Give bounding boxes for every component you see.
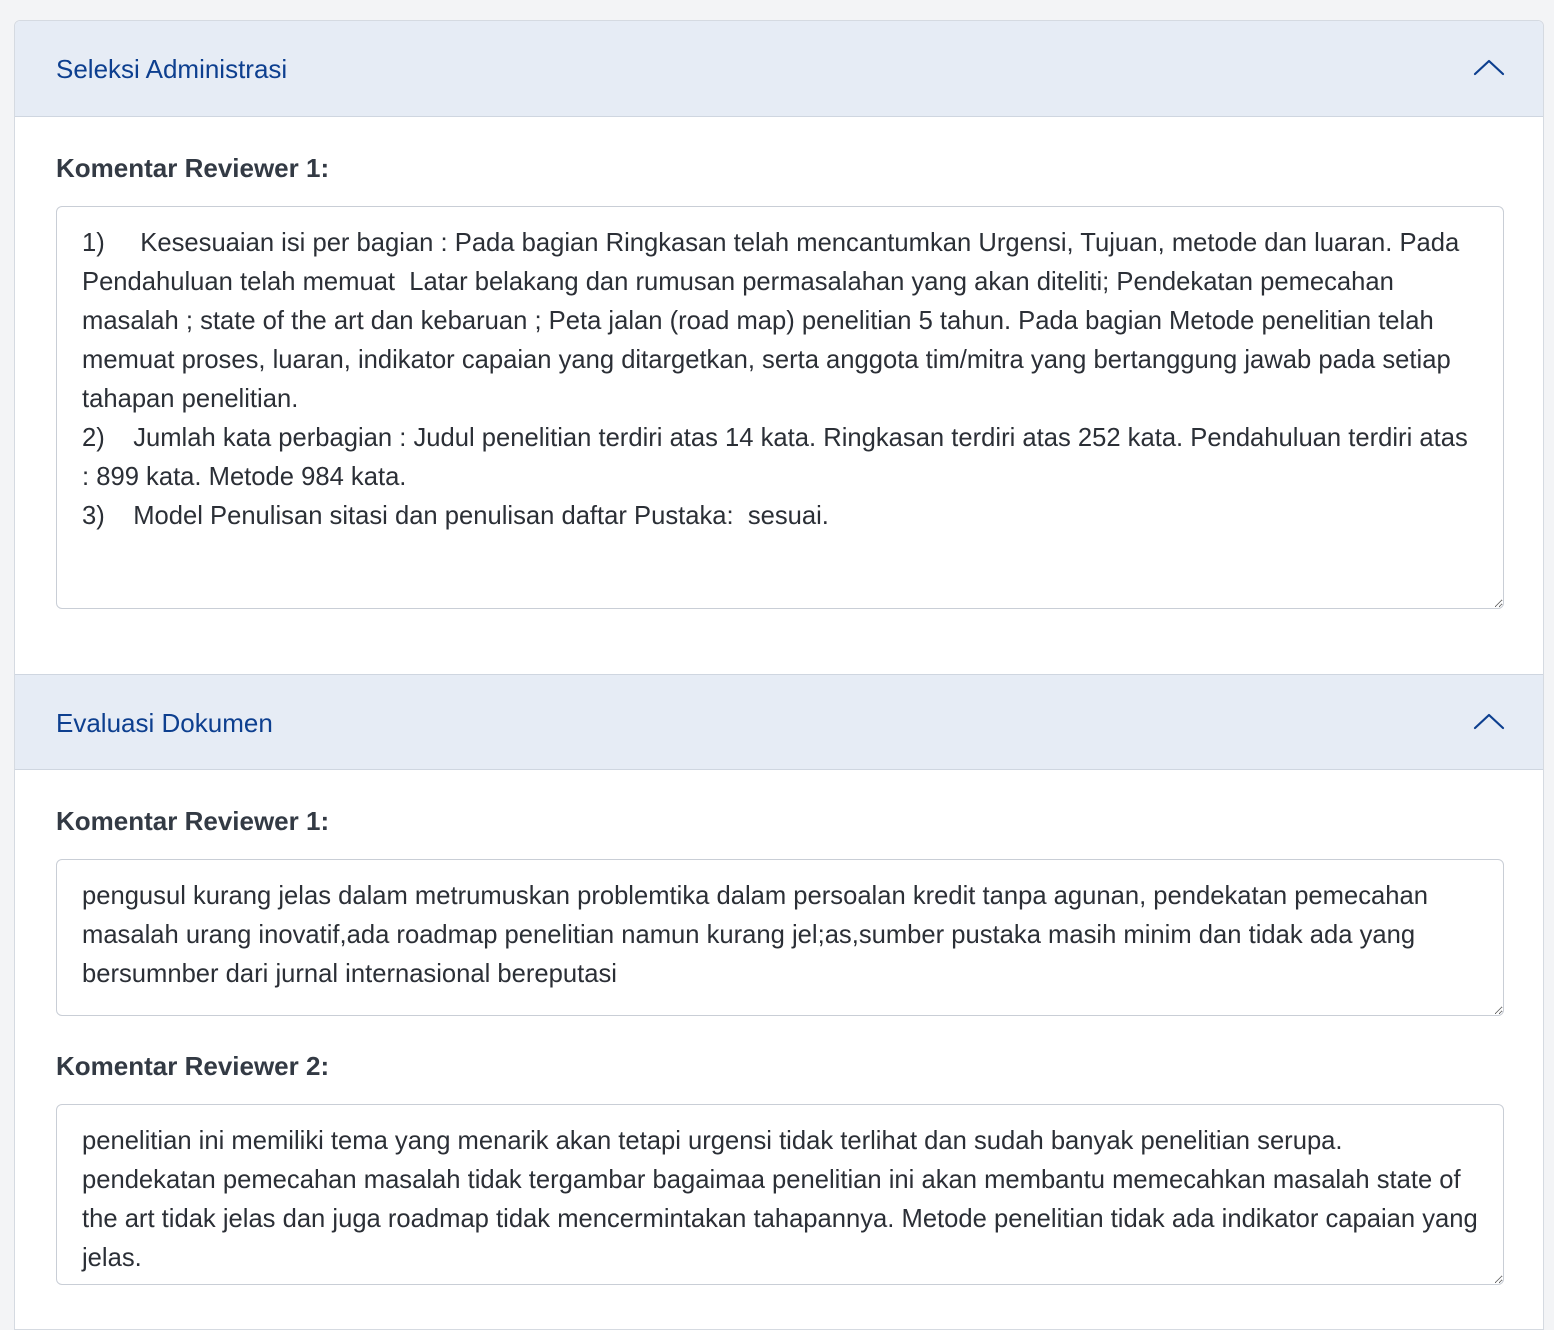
comment-label: Komentar Reviewer 1:	[56, 153, 330, 183]
section-header-evaluasi-dokumen[interactable]	[15, 674, 1543, 770]
review-card	[14, 20, 1544, 1330]
reviewer-1-comment-field[interactable]	[56, 206, 1504, 609]
reviewer-1-comment-field[interactable]	[56, 859, 1504, 1016]
chevron-up-icon[interactable]	[1471, 55, 1507, 79]
reviewer-2-comment-field[interactable]	[56, 1104, 1504, 1285]
comment-label: Komentar Reviewer 1:	[56, 806, 330, 836]
chevron-up-icon[interactable]	[1471, 709, 1507, 733]
section-title: Seleksi Administrasi	[56, 54, 288, 84]
section-title: Evaluasi Dokumen	[56, 708, 273, 738]
comment-label: Komentar Reviewer 2:	[56, 1051, 330, 1081]
section-header-seleksi-administrasi[interactable]	[15, 21, 1543, 117]
